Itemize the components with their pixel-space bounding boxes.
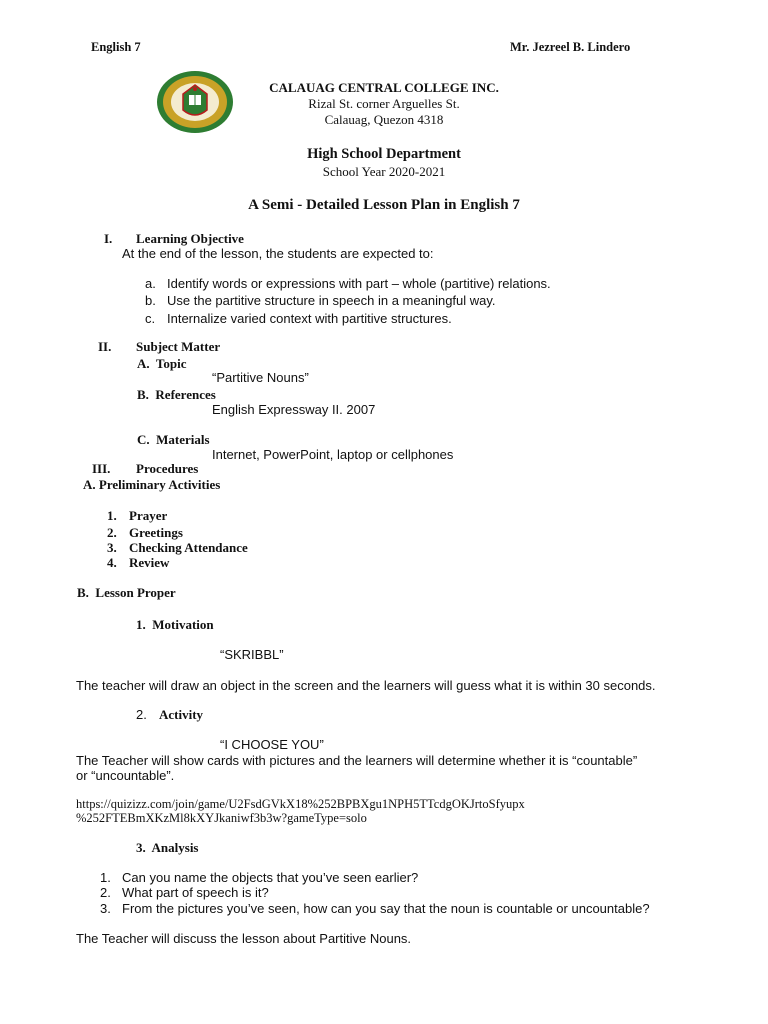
topic-label: A. Topic (137, 356, 187, 371)
header-subject: English 7 (91, 40, 141, 54)
topic-value: “Partitive Nouns” (212, 370, 309, 385)
materials-value: Internet, PowerPoint, laptop or cellphones (212, 447, 454, 462)
prelim-marker: 3. (107, 540, 117, 555)
school-year: School Year 2020-2021 (322, 164, 446, 179)
section1-heading: Learning Objective (136, 231, 244, 246)
motivation-description: The teacher will draw an object in the screen and the learners will guess what it is within 30 seconds. (76, 678, 656, 693)
analysis-label: 3. Analysis (136, 840, 199, 855)
section2-number: II. (98, 339, 112, 354)
section1-number: I. (104, 231, 113, 246)
references-value: English Expressway II. 2007 (212, 402, 376, 417)
objective-text: Internalize varied context with partitive structures. (167, 311, 452, 326)
analysis-marker: 3. (100, 901, 111, 916)
analysis-question: Can you name the objects that you’ve seen earlier? (122, 870, 419, 885)
motivation-label: 1. Motivation (136, 617, 214, 632)
activity-label: Activity (159, 707, 204, 722)
analysis-marker: 2. (100, 885, 111, 900)
prelim-item: Checking Attendance (129, 540, 248, 555)
section2-heading: Subject Matter (136, 339, 221, 354)
preliminary-heading: A. Preliminary Activities (83, 477, 221, 492)
section3-number: III. (92, 461, 111, 476)
prelim-item: Prayer (129, 508, 168, 523)
department-title: High School Department (307, 146, 461, 162)
section3-heading: Procedures (136, 461, 199, 476)
objective-text: Use the partitive structure in speech in a meaningful way. (167, 293, 496, 308)
objective-marker: c. (145, 311, 156, 326)
materials-label: C. Materials (137, 432, 210, 447)
objective-text: Identify words or expressions with part – whole (partitive) relations. (167, 276, 551, 291)
activity-game-title: “I CHOOSE YOU” (220, 737, 324, 752)
prelim-marker: 1. (107, 508, 117, 523)
lesson-proper-heading: B. Lesson Proper (77, 585, 176, 600)
objective-marker: a. (145, 276, 156, 291)
prelim-marker: 4. (107, 555, 117, 570)
prelim-marker: 2. (107, 525, 117, 540)
prelim-item: Greetings (129, 525, 183, 540)
references-label: B. References (137, 387, 216, 402)
document-title: A Semi - Detailed Lesson Plan in English 7 (248, 197, 520, 213)
closing-statement: The Teacher will discuss the lesson about Partitive Nouns. (76, 931, 412, 946)
analysis-question: What part of speech is it? (122, 885, 269, 900)
prelim-item: Review (129, 555, 170, 570)
activity-description-line2: or “uncountable”. (76, 768, 175, 783)
motivation-game-title: “SKRIBBL” (220, 647, 284, 662)
activity-number: 2. (136, 707, 147, 722)
quiz-link-line2[interactable]: %252FTEBmXKzMl8kXYJkaniwf3b3w?gameType=solo (76, 811, 367, 825)
section1-intro: At the end of the lesson, the students are expected to: (122, 246, 434, 261)
header-teacher: Mr. Jezreel B. Lindero (510, 40, 631, 54)
quiz-link-line1[interactable]: https://quizizz.com/join/game/U2FsdGVkX18%252BPBXgu1NPH5TTcdgOKJrtoSfyupx (76, 797, 525, 811)
school-address-line1: Rizal St. corner Arguelles St. (308, 96, 460, 111)
objective-marker: b. (145, 293, 156, 308)
analysis-question: From the pictures you’ve seen, how can you say that the noun is countable or uncountable? (122, 901, 650, 916)
activity-description-line1: The Teacher will show cards with pictures and the learners will determine whether it is “countable” (76, 753, 638, 768)
school-name: CALAUAG CENTRAL COLLEGE INC. (269, 80, 499, 95)
school-address-line2: Calauag, Quezon 4318 (324, 112, 444, 127)
analysis-marker: 1. (100, 870, 111, 885)
